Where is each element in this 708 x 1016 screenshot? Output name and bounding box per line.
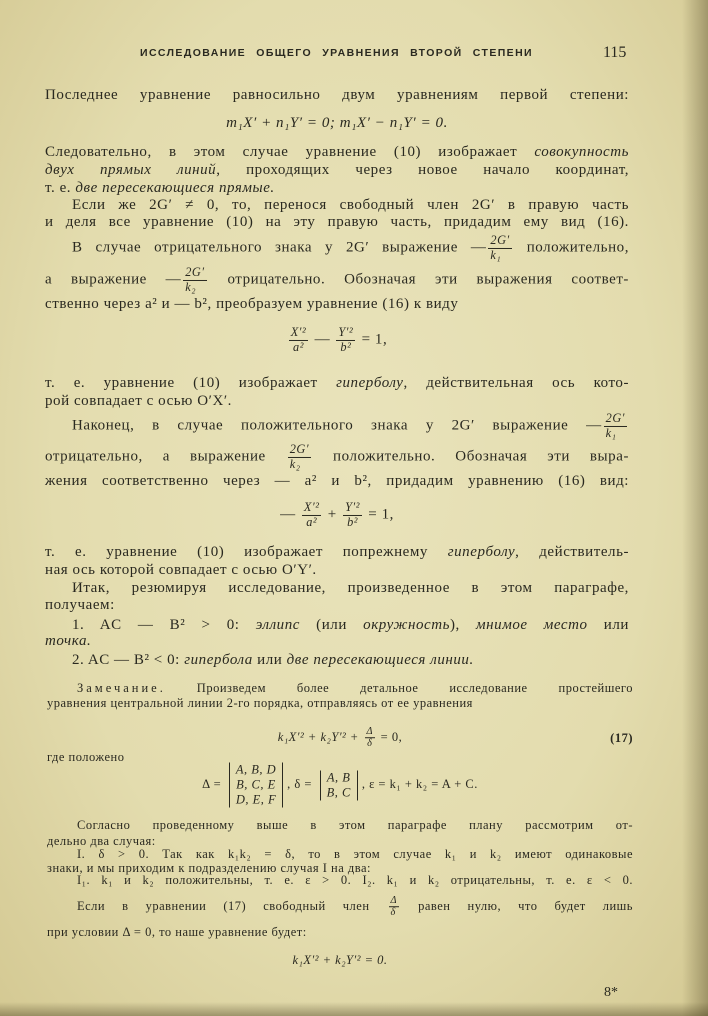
equation-number: (17) (610, 731, 633, 745)
text-line (45, 392, 629, 410)
italic-run: точка. (45, 633, 92, 649)
text-line (45, 561, 629, 579)
text-run: уравнения центральной линии 2-го порядка, отправляясь от ее уравнения (47, 696, 473, 710)
text-run: I₁. k₁ и k₂ положительны, т. е. ε > 0. I₂. k₁ и k₂ отрицательны, т. е. ε < 0. (77, 873, 633, 887)
text-run: = 1, (357, 331, 388, 348)
text-line (45, 196, 629, 214)
text-run: Следовательно, в этом случае уравнение (10) изображает (45, 144, 535, 160)
text-line (45, 651, 629, 669)
text-run: получаем: (45, 597, 115, 613)
determinant-row: D, E, F (235, 792, 277, 807)
text-run: Наконец, в случае положительного знака у 2G′ выражение — (72, 417, 602, 434)
text-run: отрицательно. Обозначая эти выражения соответ- (208, 271, 629, 288)
text-line (45, 295, 629, 313)
text-run: Итак, резюмируя исследование, произведенное в этом параграфе, (72, 580, 629, 596)
text-run: , δ = (287, 776, 316, 791)
text-run: , действительная ось кото- (403, 375, 630, 391)
text-line (45, 596, 629, 614)
remark-line (47, 681, 633, 695)
text-run: 2. AC — B² < 0: (72, 652, 185, 668)
italic-run: две пересекающиеся прямые. (75, 180, 275, 196)
italic-run: эллипс (255, 617, 300, 633)
text-run: ), (449, 617, 477, 633)
determinant (229, 763, 283, 808)
text-run: 1. AC — B² > 0: (72, 617, 256, 633)
text-run: Произведем более детальное исследование простейшего (165, 681, 633, 695)
fraction-numerator: 2G′ (490, 232, 510, 247)
determinant-row: B, C, E (236, 777, 276, 792)
italic-run: k₁X′² + k₂Y′² = 0. (292, 953, 388, 967)
text-run: при условии Δ = 0, то наше уравнение будет: (47, 925, 307, 939)
text-run: знаки, и мы приходим к подразделению случая I на два: (47, 861, 372, 875)
determinant-row: B, C (326, 785, 351, 799)
text-run: рой совпадает с осью O′X′. (45, 393, 232, 409)
italic-run: совокупность (534, 144, 629, 160)
text-line (45, 374, 629, 392)
text-run: — (310, 331, 335, 348)
fraction-numerator: 2G′ (185, 264, 205, 279)
fraction (288, 443, 311, 471)
text-run: Последнее уравнение равносильно двум уравнениям первой степени: (45, 87, 629, 103)
text-run: = 1, (363, 506, 394, 523)
text-line (45, 161, 629, 179)
text-run: или (252, 652, 287, 668)
text-run: = 0, (377, 729, 403, 744)
fraction (365, 726, 376, 750)
text-run: ная ось которой совпадает с осью O′Y′. (45, 562, 317, 578)
text-line (45, 234, 629, 262)
text-line (45, 412, 629, 440)
fraction-denominator: δ (390, 907, 396, 919)
italic-run: m₁X′ + n₁Y′ = 0; m₁X′ − n₁Y′ = 0. (226, 115, 448, 131)
display-formula (47, 953, 633, 967)
text-run: и деля все уравнение (10) на эту правую часть, придадим ему вид (16). (45, 214, 629, 230)
text-run: Если в уравнении (17) свободный член (77, 898, 387, 913)
display-formula (45, 326, 629, 354)
italic-run: гиперболу (336, 375, 404, 391)
italic-run: k₁X′² + k₂Y′² + (277, 729, 363, 744)
text-run: , проходящих через новое начало координат, (216, 162, 629, 178)
fraction (336, 326, 355, 354)
fraction-denominator: b² (347, 514, 358, 529)
fraction-denominator: k₁ (490, 247, 502, 262)
running-title: ИССЛЕДОВАНИЕ ОБЩЕГО УРАВНЕНИЯ ВТОРОЙ СТЕПЕНИ (140, 47, 533, 59)
text-line (45, 632, 629, 650)
fraction (389, 895, 400, 919)
fraction-numerator: 2G′ (289, 441, 310, 456)
italic-run: гиперболу (447, 544, 516, 560)
remark-line (47, 818, 633, 832)
fraction-numerator: Y′² (338, 324, 354, 339)
text-run: отрицательно, а выражение (45, 448, 286, 465)
fraction (289, 326, 309, 354)
fraction (343, 501, 362, 529)
italic-run: две пересекающиеся линии. (286, 652, 474, 668)
page-bottom-shadow (0, 1002, 708, 1016)
text-run: + (323, 506, 342, 523)
text-run: Δ = (202, 776, 225, 791)
text-line (45, 266, 629, 294)
fraction-denominator: a² (293, 339, 304, 354)
signature-mark: 8* (604, 985, 618, 1000)
fraction-numerator: 2G′ (605, 410, 625, 425)
text-run: т. е. (45, 180, 76, 196)
text-run: равен нулю, что будет лишь (401, 898, 633, 913)
text-run: жения соответственно через — a² и b², придадим уравнению (16) вид: (45, 473, 629, 489)
determinant (320, 770, 358, 800)
italic-run: мнимое место (476, 617, 588, 633)
text-run: I. δ > 0. Так как k₁k₂ = δ, то в этом случае k₁ и k₂ имеют одинаковые (77, 847, 633, 861)
text-run: положительно, (513, 239, 629, 256)
italic-run: окружность (363, 617, 450, 633)
fraction-denominator: a² (306, 514, 318, 529)
text-run: , действитель- (515, 544, 629, 560)
text-run: а выражение — (45, 271, 182, 288)
text-line (45, 86, 629, 104)
text-run: Согласно проведенному выше в этом параграфе плану рассмотрим от- (77, 818, 633, 832)
remark-line (47, 696, 633, 710)
text-run: В случае отрицательного знака у 2G′ выражение — (72, 239, 487, 256)
fraction-denominator: b² (340, 339, 352, 354)
text-run: Если же 2G′ ≠ 0, то, перенося свободный член 2G′ в правую часть (72, 197, 629, 213)
fraction-denominator: δ (367, 738, 373, 750)
remark-line (47, 873, 633, 887)
text-run: положительно. Обозначая эти выра- (313, 448, 629, 465)
remark-line (47, 834, 633, 848)
text-run: т. е. уравнение (10) изображает попрежнему (45, 544, 448, 560)
determinant-row: A, B (326, 770, 351, 784)
spaced-heading: Замечание. (77, 681, 166, 695)
page-edge-shadow (682, 0, 708, 1016)
display-formula (45, 501, 629, 529)
determinant-row: A, B, D (235, 762, 277, 777)
fraction (604, 412, 627, 440)
display-formula (45, 114, 629, 132)
fraction-denominator: k₂ (185, 279, 197, 294)
text-run: ственно через a² и — b², преобразуем уравнение (16) к виду (45, 296, 459, 312)
text-run: или (587, 617, 629, 633)
italic-run: гипербола (184, 652, 253, 668)
fraction (488, 234, 511, 262)
text-run: дельно два случая: (47, 834, 156, 848)
text-line (45, 179, 629, 197)
text-run: т. е. уравнение (10) изображает (45, 375, 337, 391)
text-line (45, 143, 629, 161)
text-run: где положено (47, 750, 125, 764)
text-line (45, 579, 629, 597)
fraction-numerator: Δ (366, 726, 374, 738)
text-line (45, 543, 629, 561)
fraction-numerator: Δ (390, 895, 398, 907)
equation-17 (47, 726, 633, 750)
fraction-numerator: Y′² (345, 499, 360, 514)
determinant-definitions (47, 763, 633, 808)
text-run: — (280, 506, 300, 523)
page-number: 115 (603, 44, 627, 61)
fraction-denominator: k₁ (605, 425, 617, 440)
remark-line (47, 895, 633, 919)
remark-line (47, 847, 633, 861)
text-run: , ε = k₁ + k₂ = A + C. (361, 776, 478, 791)
remark-line (47, 925, 633, 939)
text-line (45, 443, 629, 471)
fraction-numerator: X′² (290, 324, 307, 339)
text-line (45, 213, 629, 231)
italic-run: двух прямых линий (45, 162, 217, 178)
text-line (45, 472, 629, 490)
fraction (302, 501, 322, 529)
text-run: (или (299, 617, 364, 633)
fraction (183, 266, 206, 294)
fraction-numerator: X′² (303, 499, 320, 514)
fraction-denominator: k₂ (289, 456, 301, 471)
